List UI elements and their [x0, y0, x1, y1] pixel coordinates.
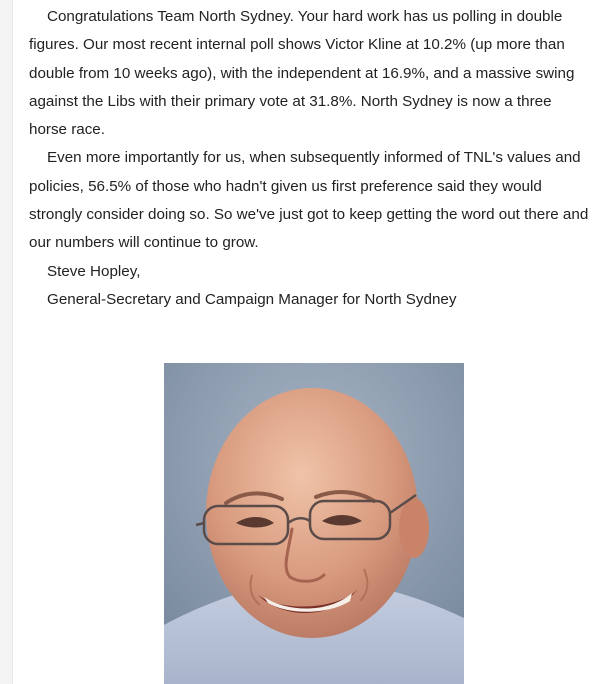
- signature-name: Steve Hopley,: [47, 262, 141, 280]
- signature-title: General-Secretary and Campaign Manager for North Sydney: [47, 290, 457, 308]
- portrait-photo: [164, 363, 464, 684]
- paragraph-preference: Even more importantly for us, when subsequently informed of TNL's values and policies, 56.5% of those who hadn't given us first preference said they would strongly consider doing so. So we've just got to keep getting the word out there and our numbers will continue to grow.: [29, 149, 589, 252]
- paragraph-poll-results: Congratulations Team North Sydney. Your hard work has us polling in double figures. Our most recent internal poll shows Victor Kline at 10.2% (up more than double from 10 weeks ago), with the independent at 16.9%, and a massive swing against the Libs with their primary vote at 31.8%. North Sydney is now a three horse race.: [29, 8, 575, 139]
- article-body: [29, 3, 589, 314]
- left-margin-rule: [0, 0, 13, 684]
